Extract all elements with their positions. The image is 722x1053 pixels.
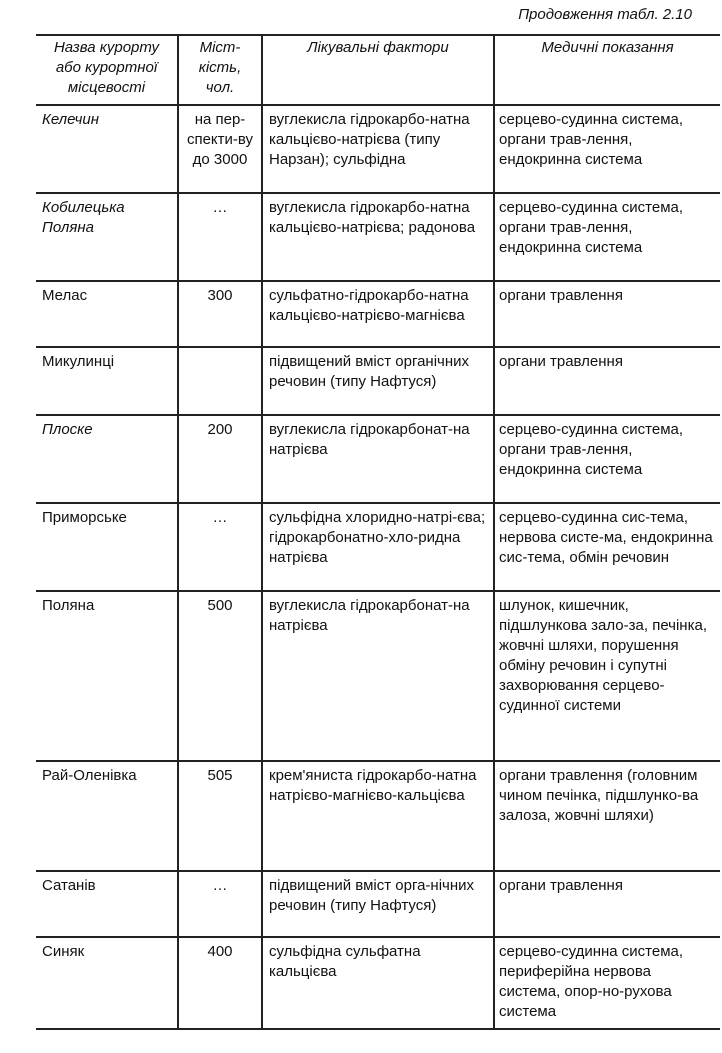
resort-name: Синяк bbox=[36, 937, 178, 1029]
resort-name: Поляна bbox=[36, 591, 178, 761]
resort-factors: сульфідна сульфатна кальцієва bbox=[262, 937, 494, 1029]
resort-factors: вуглекисла гідрокарбо-натна кальцієво-натрієва (типу Нарзан); сульфідна bbox=[262, 105, 494, 193]
header-capacity: Міст-кість, чол. bbox=[178, 35, 262, 105]
resort-name: Мелас bbox=[36, 281, 178, 347]
resort-name: Рай-Оленівка bbox=[36, 761, 178, 871]
resort-capacity: … bbox=[178, 871, 262, 937]
resort-name: Сатанів bbox=[36, 871, 178, 937]
resort-name: Плоске bbox=[36, 415, 178, 503]
table-row bbox=[36, 871, 720, 937]
header-indications: Медичні показання bbox=[494, 35, 720, 105]
resort-indications: серцево-судинна система, органи трав-лення, ендокринна система bbox=[494, 193, 720, 281]
resort-factors: вуглекисла гідрокарбонат-на натрієва bbox=[262, 415, 494, 503]
resort-name: Приморське bbox=[36, 503, 178, 591]
resort-indications: серцево-судинна система, органи трав-лення, ендокринна система bbox=[494, 105, 720, 193]
header-factors: Лікувальні фактори bbox=[262, 35, 494, 105]
header-row bbox=[36, 35, 720, 105]
resort-factors: крем'яниста гідрокарбо-натна натрієво-магнієво-кальцієва bbox=[262, 761, 494, 871]
resorts-table bbox=[36, 34, 720, 1030]
resort-indications: шлунок, кишечник, підшлункова зало-за, печінка, жовчні шляхи, порушення обміну речовин і супутні захворювання серцево-судинної системи bbox=[494, 591, 720, 761]
table-row bbox=[36, 193, 720, 281]
resort-capacity bbox=[178, 347, 262, 415]
resort-capacity: 400 bbox=[178, 937, 262, 1029]
resort-indications: серцево-судинна система, органи трав-лення, ендокринна система bbox=[494, 415, 720, 503]
table-row bbox=[36, 937, 720, 1029]
resort-factors: підвищений вміст орга-нічних речовин (типу Нафтуся) bbox=[262, 871, 494, 937]
resort-capacity: 505 bbox=[178, 761, 262, 871]
resort-capacity: 300 bbox=[178, 281, 262, 347]
table-caption: Продовження табл. 2.10 bbox=[518, 6, 692, 23]
table-row bbox=[36, 591, 720, 761]
resort-indications: органи травлення (головним чином печінка, підшлунко-ва залоза, жовчні шляхи) bbox=[494, 761, 720, 871]
resort-capacity: 200 bbox=[178, 415, 262, 503]
resort-name: Микулинці bbox=[36, 347, 178, 415]
table-row bbox=[36, 347, 720, 415]
resort-factors: сульфідна хлоридно-натрі-єва; гідрокарбонатно-хло-ридна натрієва bbox=[262, 503, 494, 591]
resort-indications: органи травлення bbox=[494, 347, 720, 415]
resort-name: Кобилецька Поляна bbox=[36, 193, 178, 281]
resort-name: Келечин bbox=[36, 105, 178, 193]
resort-factors: сульфатно-гідрокарбо-натна кальцієво-натрієво-магнієва bbox=[262, 281, 494, 347]
resort-capacity: 500 bbox=[178, 591, 262, 761]
resort-capacity: … bbox=[178, 503, 262, 591]
resort-indications: серцево-судинна система, периферійна нервова система, опор-но-рухова система bbox=[494, 937, 720, 1029]
table-row bbox=[36, 415, 720, 503]
resort-factors: підвищений вміст органічних речовин (типу Нафтуся) bbox=[262, 347, 494, 415]
table-row bbox=[36, 503, 720, 591]
resort-indications: серцево-судинна сис-тема, нервова систе-ма, ендокринна сис-тема, обмін речовин bbox=[494, 503, 720, 591]
resort-indications: органи травлення bbox=[494, 871, 720, 937]
resort-factors: вуглекисла гідрокарбо-натна кальцієво-натрієва; радонова bbox=[262, 193, 494, 281]
header-name: Назва курорту або курортної місцевості bbox=[36, 35, 178, 105]
resort-capacity: … bbox=[178, 193, 262, 281]
table-row bbox=[36, 105, 720, 193]
resort-indications: органи травлення bbox=[494, 281, 720, 347]
table-row bbox=[36, 761, 720, 871]
resort-capacity: на пер-спекти-ву до 3000 bbox=[178, 105, 262, 193]
table-row bbox=[36, 281, 720, 347]
resort-factors: вуглекисла гідрокарбонат-на натрієва bbox=[262, 591, 494, 761]
